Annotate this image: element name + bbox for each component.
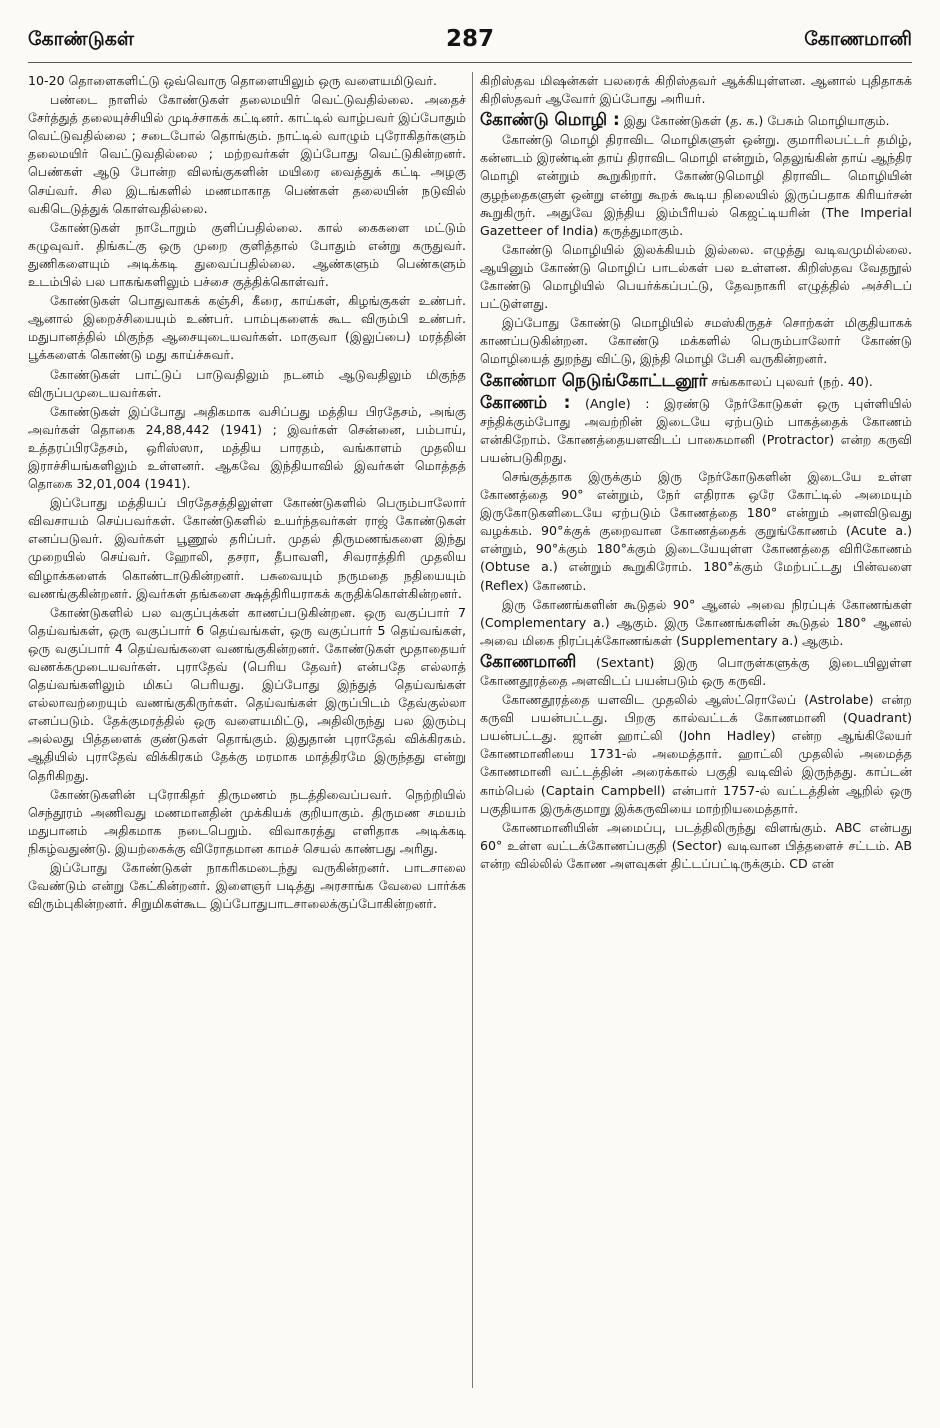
left-column bbox=[28, 72, 466, 1388]
page-number: 287 bbox=[445, 26, 494, 52]
paragraph: கோண்டுகளின் புரோகிதர் திருமணம் நடத்திவைப்பவர். நெற்றியில் செந்தூரம் அணிவது மணமானதின் முக்கியக் குறியாகும். திருமண சமயம் மதுபானம் அதிகமாக நடைபெறும். விவாகரத்து எளிதாக அடிக்கடி நிகழ்வதுண்டு. இயற்கைக்கு விரோதமான காமச் செயல் காண்பது அரிது. bbox=[28, 786, 466, 856]
paragraph: கிறிஸ்தவ மிஷன்கள் பலரைக் கிறிஸ்தவர் ஆக்கியுள்ளன. ஆனால் புதிதாகக் கிறிஸ்தவர் ஆவோர் இப்போது அரியர். bbox=[480, 73, 912, 107]
page-header bbox=[28, 26, 912, 63]
right-column bbox=[480, 72, 912, 1388]
paragraph: பண்டை நாளில் கோண்டுகள் தலைமயிர் வெட்டுவதில்லை. அதைச் சேர்த்துத் தலையுச்சியில் முடிச்சாகக் கட்டினர். காட்டில் வாழ்பவர் இப்போதும் வெட்டுவதில்லை ; சடைபோல் தொங்கும். நாட்டில் வாழும் புரோகிதர்களும் தலைமயிர் வெட்டுவதில்லை ; மற்றவர்கள் இப்போது வெட்டுகின்றனர். பெண்கள் ஆடு போன்ற விலங்குகளின் மயிரை வைத்துக் கட்டி அழகு செய்வர். சில இடங்களில் மணமாகாத பெண்கள் தலையின் நடுவில் வகிடெடுத்துக் கொள்வதில்லை. bbox=[28, 92, 466, 216]
paragraph: கோண்டுகள் இப்போது அதிகமாக வசிப்பது மத்திய பிரதேசம், அங்கு அவர்கள் தொகை 24,88,442 (1941) ; இவர்கள் சென்னை, பம்பாய், உத்தரப்பிரதேசம், ஒரிஸ்ஸா, மத்திய பாரதம், வங்காளம் முதலிய இராச்சியங்களிலும் உள்ளனர். ஆகவே இந்தியாவில் இவர்கள் மொத்தத் தொகை 32,01,004 (1941). bbox=[28, 403, 466, 492]
paragraph: கோணதூரத்தை யளவிட முதலில் ஆஸ்ட்ரொலேப் (Astrolabe) என்ற கருவி பயன்பட்டது. பிறகு கால்வட்டக் கோணமானி (Quadrant) பயன்பட்டது. ஜான் ஹாட்லி (John Hadley) என்ற ஆங்கிலேயர் கோணமானியை 1731-ல் அமைத்தார். ஹாட்லி முதலில் அமைத்த கோணமானி வட்டத்தின் அரைக்கால் பகுதி வடிவில் இருந்தது. காப்டன் காம்பெல் (Captain Campbell) என்பார் 1757-ல் வட்டத்தின் ஆறில் ஒரு பகுதியாக இருக்குமாறு இக்கருவியை மாற்றியமைத்தார். bbox=[480, 692, 912, 816]
paragraph: கோண்டுகள் பாட்டுப் பாடுவதிலும் நடனம் ஆடுவதிலும் மிகுந்த விருப்பமுடையவர்கள். bbox=[28, 366, 466, 400]
entry-headword: கோண்மா நெடுங்கோட்டனூர் bbox=[480, 370, 708, 391]
entry-lead: சங்ககாலப் புலவர் (நற். 40). bbox=[711, 373, 873, 389]
entry-konam bbox=[480, 394, 912, 467]
entry-kondu-mozhi bbox=[480, 111, 912, 130]
paragraph: இப்போது மத்தியப் பிரதேசத்திலுள்ள கோண்டுகளில் பெரும்பாலோர் விவசாயம் செய்பவர்கள். கோண்டுகளில் உயர்ந்தவர்கள் ராஜ் கோண்டுகள் எனப்படுவர். இவர்கள் பூணூல் தரிப்பர். முதல் திருமணங்களை இந்து முறையில் செய்வர். ஹோலி, தசரா, தீபாவளி, சிவராத்திரி முதலிய விழாக்களைக் கொண்டாடுகின்றனர். பசுவையும் நருமதை நதியையும் வணங்குகின்றனர். இவர்கள் தங்களை க்ஷத்திரியராகக் கருதிக்கொள்கின்றனர். bbox=[28, 495, 466, 601]
entry-konamani bbox=[480, 653, 912, 690]
paragraph: கோண்டுகள் பொதுவாகக் கஞ்சி, கீரை, காய்கள், கிழங்குகள் உண்பர். ஆனால் இறைச்சியையும் உண்பர். பாம்புகளைக் கூட விரும்பி உண்பர். மதுபானத்தில் மிகுந்த ஆசையுடையவர்கள். மாகுவா (இலுப்பை) மரத்தின் பூக்களைக் கொண்டு மது காய்ச்சுவர். bbox=[28, 293, 466, 363]
column-divider bbox=[472, 72, 473, 1388]
paragraph: 10-20 தொளைகளிட்டு ஒவ்வொரு தொளையிலும் ஒரு வளையமிடுவர். bbox=[28, 73, 437, 88]
running-head-right: கோணமானி bbox=[804, 28, 912, 50]
paragraph: இப்போது கோண்டுகள் நாகரிகமடைந்து வருகின்றனர். பாடசாலை வேண்டும் என்று கேட்கின்றனர். இளைஞர் படித்து அரசாங்க வேலை பார்க்க விரும்புகின்றனர். சிறுமிகள்கூட இப்போதுபாடசாலைக்குப்போகின்றனர். bbox=[28, 860, 466, 912]
paragraph: கோண்டுகளில் பல வகுப்புக்கள் காணப்படுகின்றன. ஒரு வகுப்பார் 7 தெய்வங்கள், ஒரு வகுப்பார் 6 தெய்வங்கள், ஒரு வகுப்பார் 5 தெய்வங்கள், ஒரு வகுப்பார் 4 தெய்வங்களை வணங்குகின்றனர். கோண்டுகள் மூதாதையர் வணக்கமுடையவர்கள். புராதேவ் (பெரிய தேவர்) என்பதே எல்லாத் தெய்வங்களிலும் மிகப் பெரியது. இப்போது இந்துத் தெய்வங்கள் எல்லாவற்றையும் வணங்குகிருர்கள். தெய்வங்கள் இருப்பிடம் தேவ்குல்லா எனப்படும். தேக்குமரத்தில் ஒரு வளையமிட்டு, அதிலிருந்து பல இரும்பு அல்லது பித்தளைக் குண்டுகள் தொங்கும். இதுதான் புராதேவ் விக்கிரகம். ஆதியில் புராதேவ் விக்கிரகம் தேக்கு மரமாக மாத்திரமே இருந்தது என்று தெரிகிறது. bbox=[28, 604, 466, 783]
entry-lead: (Angle) : இரண்டு நேர்கோடுகள் ஒரு புள்ளியில் சந்திக்கும்போது அவற்றின் இடையே ஏற்படும் பாகத்தைக் கோணம் என்கிறோம். கோணத்தையளவிடப் பாகைமானி (Protractor) என்ற கருவி பயன்படுகிறது. bbox=[480, 395, 912, 465]
paragraph: கோணமானியின் அமைப்பு, படத்திலிருந்து விளங்கும். ABC என்பது 60° உள்ள வட்டக்கோணப்பகுதி (Sector) வடிவான பித்தளைச் சட்டம். AB என்ற வில்லில் கோண அளவுகள் திட்டப்பட்டிருக்கும். CD என் bbox=[480, 819, 912, 871]
entry-lead: (Sextant) இரு பொருள்களுக்கு இடையிலுள்ள கோணதூரத்தை அளவிடப் பயன்படும் ஒரு கருவி. bbox=[480, 654, 912, 688]
running-head-left: கோண்டுகள் bbox=[28, 28, 135, 50]
entry-lead: இது கோண்டுகள் (த. க.) பேசும் மொழியாகும். bbox=[623, 113, 890, 129]
paragraph: கோண்டு மொழியில் இலக்கியம் இல்லை. எழுத்து வடிவமுமில்லை. ஆயினும் கோண்டு மொழிப் பாடல்கள் பல உள்ளன. கிறிஸ்தவ வேதநூல் கோண்டு மொழியில் பெயர்க்கப்பட்டு, தேவநாகரி எழுத்தில் அச்சிடப் பட்டுள்ளது. bbox=[480, 241, 912, 312]
paragraph: கோண்டு மொழி திராவிட மொழிகளுள் ஒன்று. குமாரிலபட்டர் தமிழ், கன்னடம் இரண்டின் தாய் திராவிட மொழி என்றும், தெலுங்கின் தாய் ஆந்திர மொழி என்றும் கூறுகிறார். கோண்டுமொழி திராவிட மொழியின் குழந்தைகளுள் ஒன்று என்று கூறக் கூடிய நிலையில் இருப்பதாக கிரியர்சன் கூறுகிருர். அதுவே இந்திய இம்பீரியல் கெஜட்டியரின் (The Imperial Gazetteer of India) கருத்துமாகும். bbox=[480, 132, 912, 238]
entry-konma-nedunkottanar bbox=[480, 372, 912, 391]
entry-headword: கோணம் : bbox=[480, 392, 571, 413]
entry-headword: கோணமானி bbox=[480, 651, 577, 672]
paragraph: செங்குத்தாக இருக்கும் இரு நேர்கோடுகளின் இடையே உள்ள கோணத்தை 90° என்றும், நேர் எதிராக ஒரே கோட்டில் அமையும் இருகோடுகளிடையே ஏற்படும் கோணத்தை 180° என்றும் அளவிடுவது வழக்கம். 90°க்குக் குறைவான கோணத்தைக் குறுங்கோணம் (Acute a.) என்றும், 90°க்கும் 180°க்கும் இடையேயுள்ள கோணத்தை விரிகோணம் (Obtuse a.) என்றும் கூறுகிரோம். 180°க்கும் மேற்பட்டது பின்வளை (Reflex) கோணம். bbox=[480, 468, 912, 593]
entry-headword: கோண்டு மொழி : bbox=[480, 110, 620, 131]
paragraph: இப்போது கோண்டு மொழியில் சமஸ்கிருதச் சொற்கள் மிகுதியாகக் காணப்படுகின்றன. கோண்டு மக்களில் பெரும்பாலோர் கோண்டு மொழியைத் துறந்து விட்டு, இந்தி மொழி பேசி வருகின்றனர். bbox=[480, 315, 912, 367]
paragraph: இரு கோணங்களின் கூடுதல் 90° ஆனல் அவை நிரப்புக் கோணங்கள் (Complementary a.) ஆகும். இரு கோணங்களின் கூடுதல் 180° ஆனல் அவை மிகை நிரப்புக்கோணங்கள் (Supplementary a.) ஆகும். bbox=[480, 596, 912, 648]
paragraph: கோண்டுகள் நாடோறும் குளிப்பதில்லை. கால் கைகளை மட்டும் கழுவுவர். திங்கட்கு ஒரு முறை குளித்தால் போதும் என்று கருதுவர். துணிகளையும் அடிக்கடி துவைப்பதில்லை. ஆண்களும் பெண்களும் உடம்பில் பல பாகங்களிலும் பச்சை குத்திக்கொள்வர். bbox=[28, 219, 466, 290]
